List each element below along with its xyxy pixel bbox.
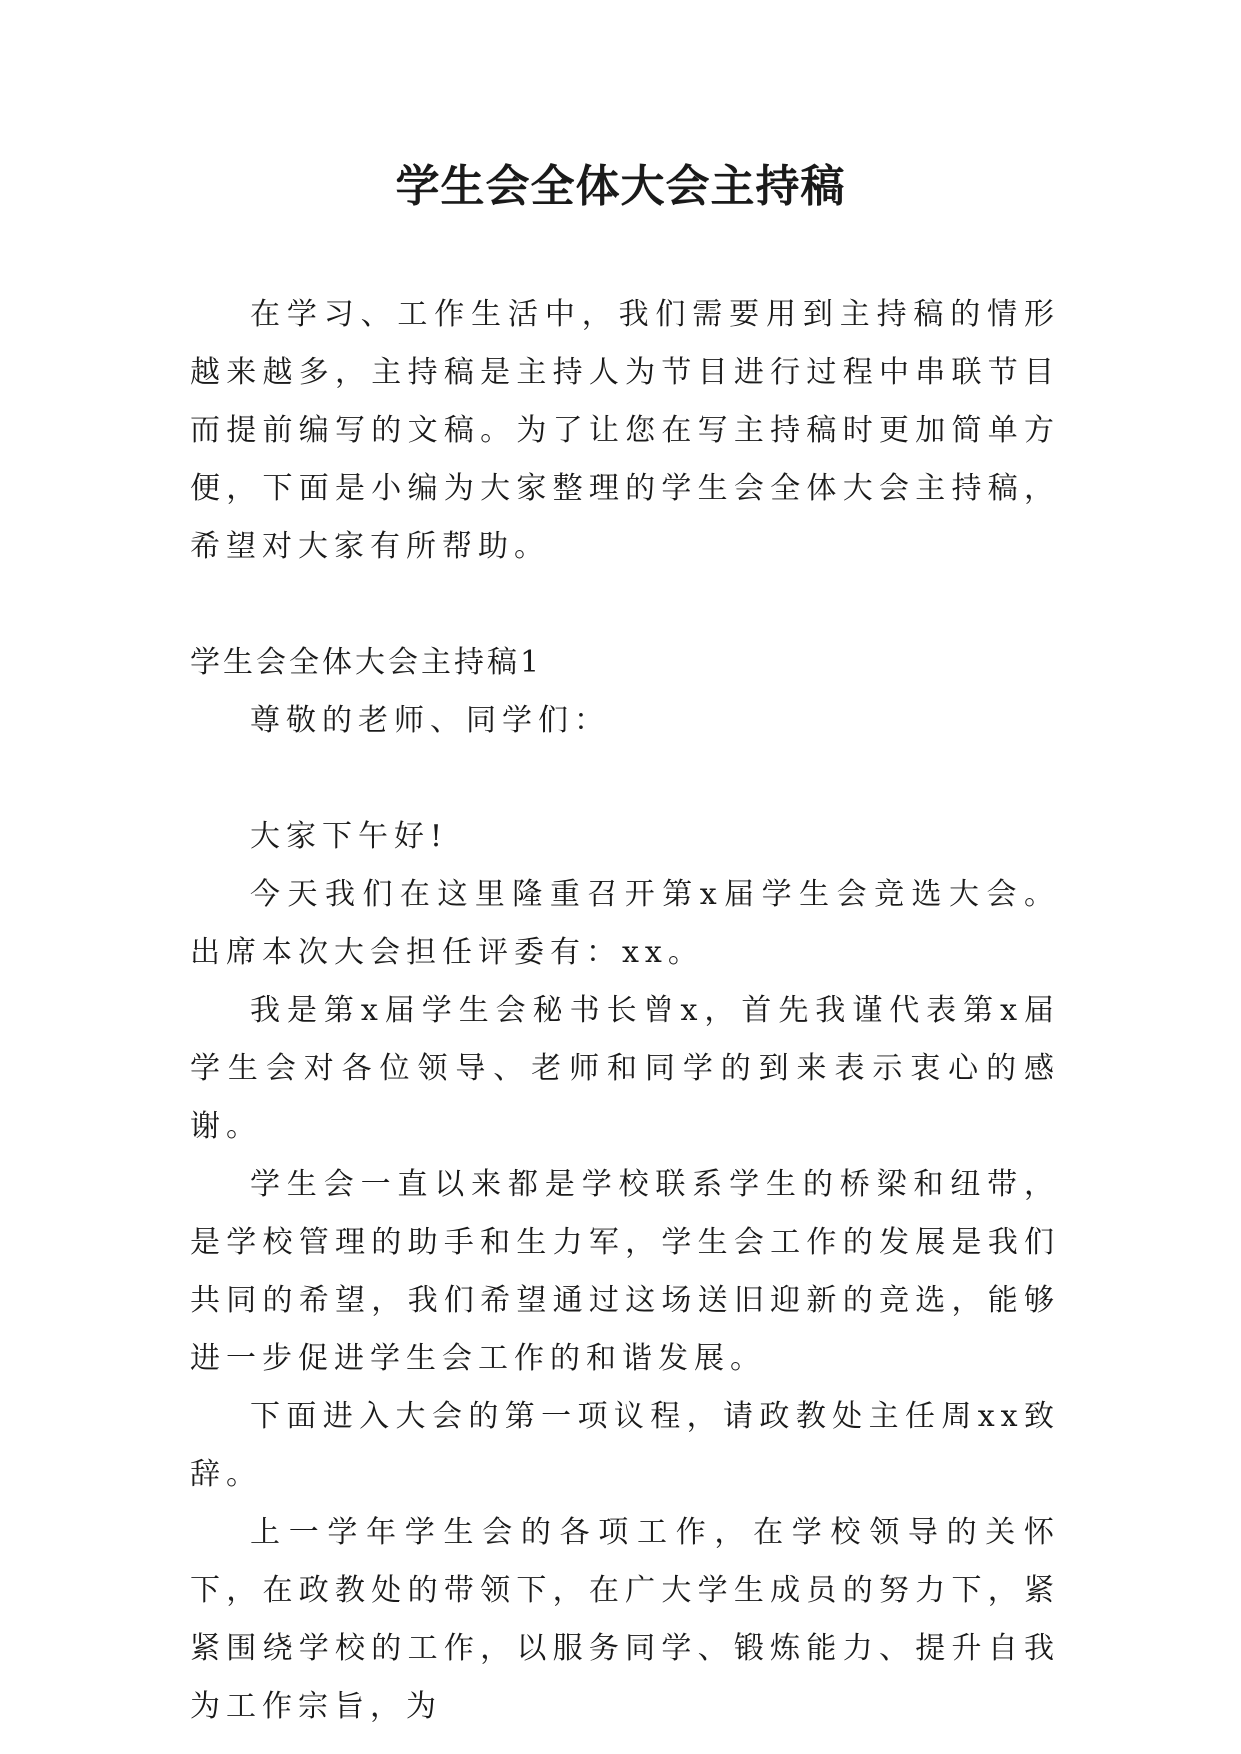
- section-heading: 学生会全体大会主持稿1: [190, 645, 543, 680]
- intro-paragraph: 在学习、工作生活中，我们需要用到主持稿的情形越来越多，主持稿是主持人为节目进行过程中串联节目而提前编写的文稿。为了让您在写主持稿时更加简单方便，下面是小编为大家整理的学生会全体大会主持稿，希望对大家有所帮助。: [190, 297, 1060, 564]
- paragraph-good-afternoon: 大家下午好!: [250, 819, 449, 854]
- paragraph-last-year: 上一学年学生会的各项工作，在学校领导的关怀下，在政教处的带领下，在广大学生成员的努力下，紧紧围绕学校的工作，以服务同学、锻炼能力、提升自我为工作宗旨，为: [190, 1515, 1060, 1724]
- paragraph-salutation: 尊敬的老师、同学们：: [250, 703, 610, 738]
- paragraph-student-union: 学生会一直以来都是学校联系学生的桥梁和纽带，是学校管理的助手和生力军，学生会工作的发展是我们共同的希望，我们希望通过这场送旧迎新的竞选，能够进一步促进学生会工作的和谐发展。: [190, 1167, 1060, 1376]
- document-title: 学生会全体大会主持稿: [395, 161, 846, 212]
- document-body: [190, 286, 1060, 1736]
- paragraph-agenda: 下面进入大会的第一项议程，请政教处主任周xx致辞。: [190, 1399, 1060, 1492]
- paragraph-secretary: 我是第x届学生会秘书长曾x，首先我谨代表第x届学生会对各位领导、老师和同学的到来表示衷心的感谢。: [190, 993, 1060, 1144]
- paragraph-opening: 今天我们在这里隆重召开第x届学生会竞选大会。出席本次大会担任评委有：xx。: [190, 877, 1060, 970]
